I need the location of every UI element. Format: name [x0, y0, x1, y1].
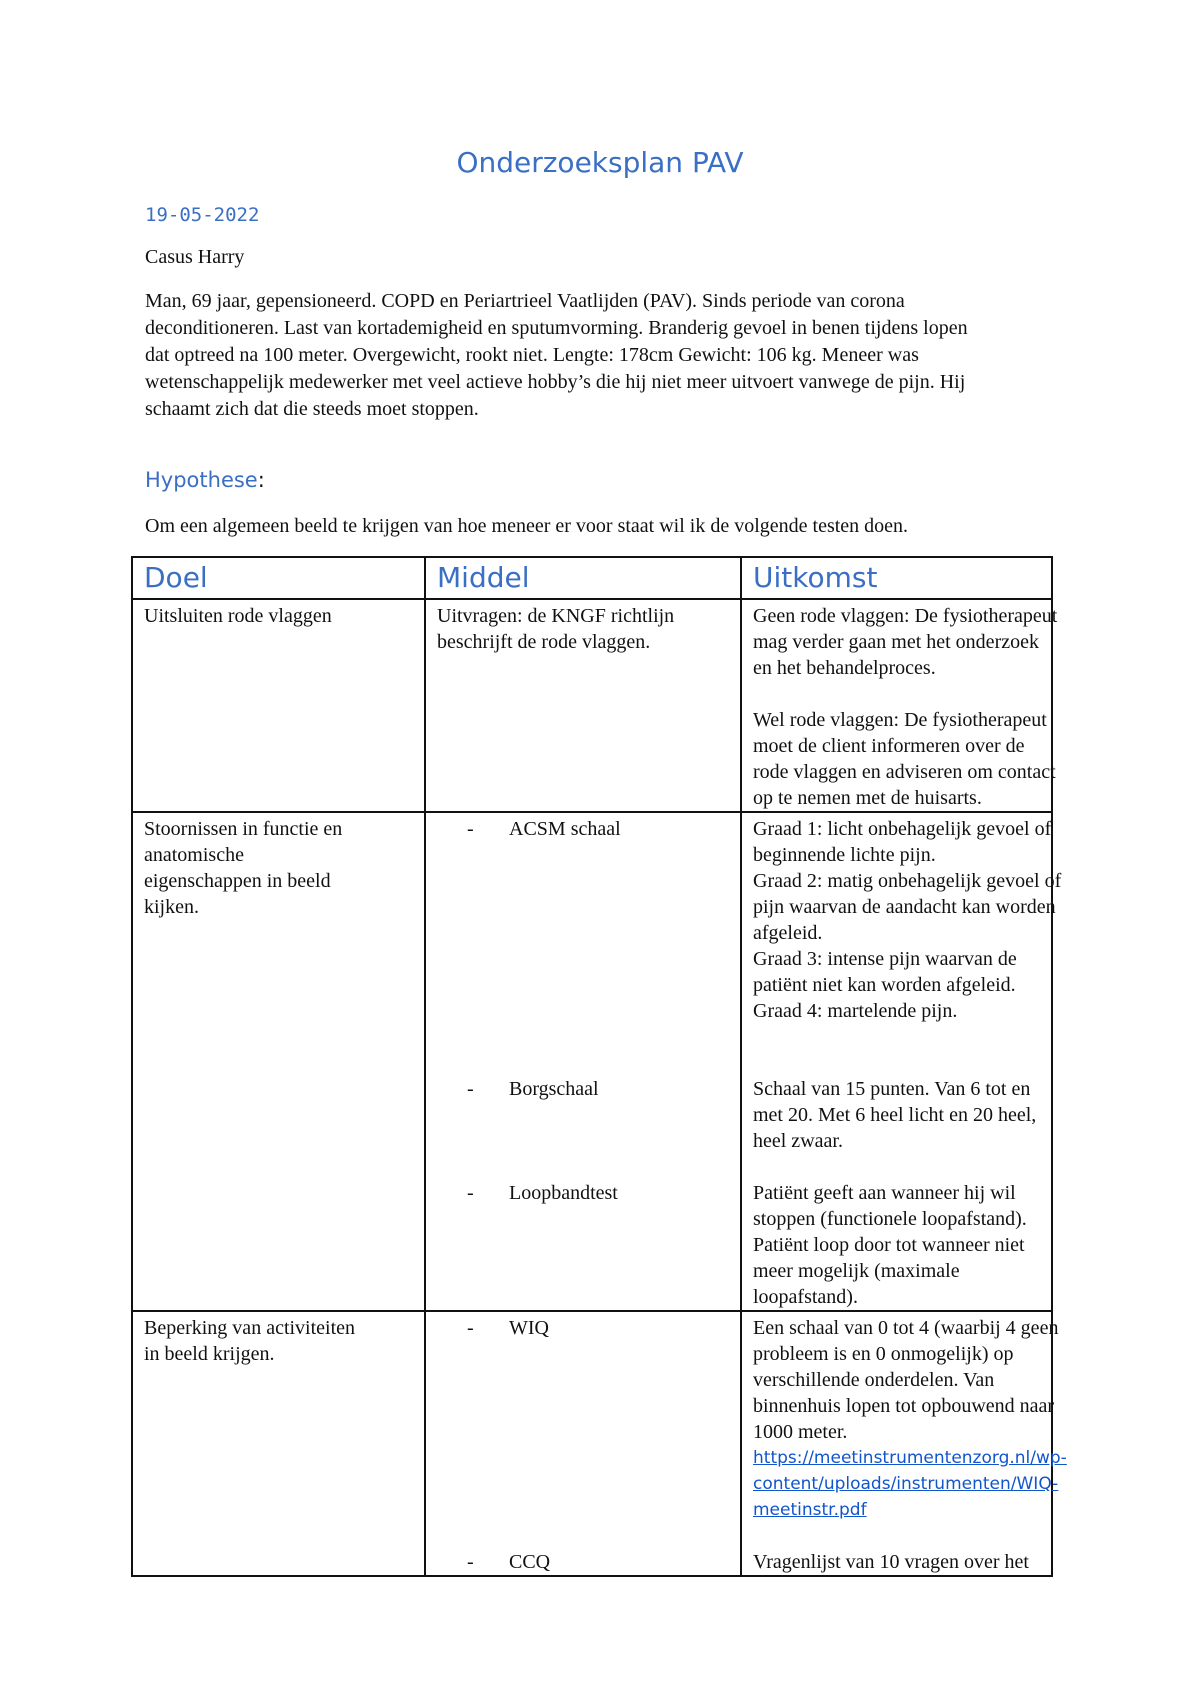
intro-line: wetenschappelijk medewerker met veel actieve hobby’s die hij niet meer uitvoert vanwege de pijn. Hij	[145, 371, 966, 393]
cell-line: met 20. Met 6 heel licht en 20 heel,	[753, 1104, 1037, 1126]
cell-line: Vragenlijst van 10 vragen over het	[753, 1551, 1029, 1573]
dash-bullet: -	[467, 1078, 474, 1100]
cell-line: rode vlaggen en adviseren om contact	[753, 761, 1056, 783]
cell-line: Patiënt loop door tot wanneer niet	[753, 1234, 1025, 1256]
link-line: https://meetinstrumentenzorg.nl/wp-	[753, 1448, 1067, 1468]
cell-line: mag verder gaan met het onderzoek	[753, 631, 1039, 653]
cell-line: binnenhuis lopen tot opbouwend naar	[753, 1395, 1055, 1417]
cell-uitkomst	[741, 599, 1058, 812]
cell-line: Schaal van 15 punten. Van 6 tot en	[753, 1078, 1031, 1100]
cell-line: Beperking van activiteiten	[144, 1317, 356, 1339]
cell-line: Een schaal van 0 tot 4 (waarbij 4 geen	[753, 1317, 1059, 1339]
instrument-acsm: ACSM schaal	[509, 818, 621, 840]
cell-line: verschillende onderdelen. Van	[753, 1369, 995, 1391]
hypothesis-label: Hypothese	[145, 468, 258, 492]
cell-line: Graad 2: matig onbehagelijk gevoel of	[753, 870, 1062, 892]
cell-line: probleem is en 0 onmogelijk) op	[753, 1343, 1014, 1365]
instrument-loopband: Loopbandtest	[509, 1182, 618, 1204]
cell-line: meer mogelijk (maximale	[753, 1260, 960, 1282]
instrument-wiq: WIQ	[509, 1317, 549, 1339]
cell-line: Graad 4: martelende pijn.	[753, 1000, 958, 1022]
document-date: 19-05-2022	[145, 204, 260, 226]
dash-bullet: -	[467, 818, 474, 840]
cell-uitkomst	[741, 1311, 1067, 1576]
casus-heading: Casus Harry	[145, 246, 245, 268]
list-item	[437, 816, 730, 842]
intro-line: dat optreed na 100 meter. Overgewicht, rookt niet. Lengte: 178cm Gewicht: 106 kg. Meneer was	[145, 344, 919, 366]
cell-line: Geen rode vlaggen: De fysiotherapeut	[753, 605, 1058, 627]
cell-line: stoppen (functionele loopafstand).	[753, 1208, 1027, 1230]
dash-bullet: -	[467, 1551, 474, 1573]
cell-doel	[132, 1311, 425, 1576]
list-item	[437, 1315, 730, 1341]
table-row	[132, 1311, 1052, 1576]
wiq-link[interactable]	[753, 1445, 1067, 1523]
cell-uitkomst	[741, 812, 1062, 1311]
hypothesis-colon: :	[257, 468, 265, 492]
intro-line: Man, 69 jaar, gepensioneerd. COPD en Periartrieel Vaatlijden (PAV). Sinds periode van corona	[145, 290, 905, 312]
link-line: meetinstr.pdf	[753, 1500, 867, 1520]
lead-sentence: Om een algemeen beeld te krijgen van hoe meneer er voor staat wil ik de volgende testen doen.	[145, 515, 909, 537]
cell-line: afgeleid.	[753, 922, 823, 944]
document-title: Onderzoeksplan PAV	[456, 146, 744, 179]
cell-line: patiënt niet kan worden afgeleid.	[753, 974, 1016, 996]
research-plan-table	[131, 556, 1067, 1577]
cell-line: Wel rode vlaggen: De fysiotherapeut	[753, 709, 1047, 731]
intro-line: deconditioneren. Last van kortademigheid en sputumvorming. Branderig gevoel in benen tijdens lopen	[145, 317, 968, 339]
hypothesis-heading	[145, 468, 265, 492]
cell-middel	[425, 1311, 741, 1576]
cell-line: loopafstand).	[753, 1286, 858, 1308]
cell-line: Uitvragen: de KNGF richtlijn	[437, 605, 675, 627]
cell-line: Patiënt geeft aan wanneer hij wil	[753, 1182, 1016, 1204]
intro-line: schaamt zich dat die steeds moet stoppen.	[145, 398, 479, 420]
cell-line: beginnende lichte pijn.	[753, 844, 936, 866]
cell-line: kijken.	[144, 896, 199, 918]
cell-line: in beeld krijgen.	[144, 1343, 275, 1365]
instrument-borg: Borgschaal	[509, 1078, 599, 1100]
cell-line: moet de client informeren over de	[753, 735, 1025, 757]
link-line: content/uploads/instrumenten/WIQ-	[753, 1474, 1059, 1494]
cell-line: heel zwaar.	[753, 1130, 843, 1152]
cell-line: pijn waarvan de aandacht kan worden	[753, 896, 1056, 918]
dash-bullet: -	[467, 1317, 474, 1339]
list-item	[437, 1549, 730, 1575]
intro-paragraph	[145, 288, 1065, 423]
header-middel: Middel	[425, 557, 741, 599]
table-row	[132, 599, 1052, 812]
cell-middel	[425, 812, 741, 1311]
cell-middel	[425, 599, 741, 812]
cell-line: Stoornissen in functie en	[144, 818, 343, 840]
dash-bullet: -	[467, 1182, 474, 1204]
cell-doel	[132, 599, 425, 812]
cell-doel	[132, 812, 425, 1311]
header-uitkomst: Uitkomst	[741, 557, 1052, 599]
cell-line: beschrijft de rode vlaggen.	[437, 631, 651, 653]
list-item	[437, 1076, 730, 1102]
cell-line: Graad 1: licht onbehagelijk gevoel of	[753, 818, 1052, 840]
header-doel: Doel	[132, 557, 425, 599]
cell-line: Graad 3: intense pijn waarvan de	[753, 948, 1017, 970]
cell-line: eigenschappen in beeld	[144, 870, 331, 892]
table-header-row	[132, 557, 1052, 599]
list-item	[437, 1180, 730, 1206]
cell-line: op te nemen met de huisarts.	[753, 787, 982, 809]
cell-line: anatomische	[144, 844, 244, 866]
cell-line: 1000 meter.	[753, 1421, 848, 1443]
table-row	[132, 812, 1052, 1311]
instrument-ccq: CCQ	[509, 1551, 551, 1573]
cell-line: Uitsluiten rode vlaggen	[144, 605, 332, 627]
cell-line: en het behandelproces.	[753, 657, 936, 679]
